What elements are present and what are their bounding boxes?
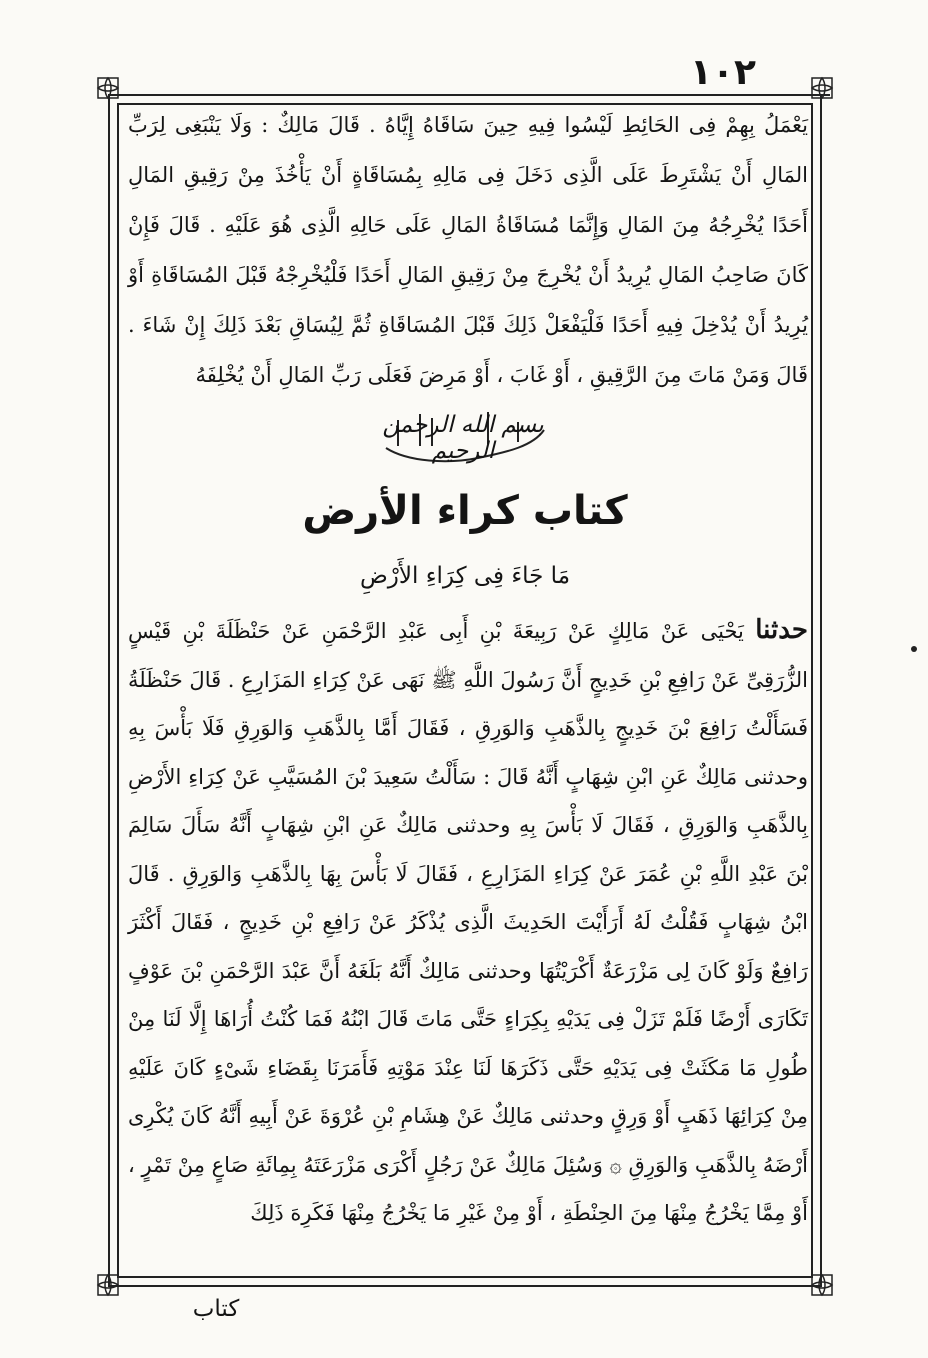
main-paragraph-text: يَحْيَى عَنْ مَالِكٍ عَنْ رَبِيعَةَ بْنِ أَبِى عَبْدِ الرَّحْمَنِ عَنْ حَنْظَلَةَ بْنِ قَيْسٍ الزُّرَقِىِّ عَنْ رَافِعِ بْنِ خَدِيجٍ أَنَّ رَسُولَ اللَّهِ ﷺ نَهَى عَنْ كِرَاءِ المَزَارِعِ . قَالَ حَنْظَلَةُ فَسَأَلْتُ رَافِعَ بْنَ خَدِيجٍ بِالذَّهَبِ وَالوَرِقِ ، فَقَالَ أَمَّا بِالذَّهَبِ وَالوَرِقِ فَلَا بَأْسَ بِهِ وحدثنى مَالِكٌ عَنِ ابْنِ شِهَابٍ أَنَّهُ قَالَ : سَأَلْتُ سَعِيدَ بْنَ المُسَيَّبِ عَنْ كِرَاءِ الأَرْضِ بِالذَّهَبِ وَالوَرِقِ ، فَقَالَ لَا بَأْسَ بِهِ وحدثنى مَالِكٌ عَنِ ابْنِ شِهَابٍ أَنَّهُ سَأَلَ سَالِمَ بْنَ عَبْدِ اللَّهِ بْنِ عُمَرَ عَنْ كِرَاءِ المَزَارِعِ ، فَقَالَ لَا بَأْسَ بِهَا بِالذَّهَبِ وَالوَرِقِ . قَالَ ابْنُ شِهَابٍ فَقُلْتُ لَهُ أَرَأَيْتَ الحَدِيثَ الَّذِى يُذْكَرُ عَنْ رَافِعِ بْنِ خَدِيجٍ ، فَقَالَ أَكْثَرَ رَافِعٌ وَلَوْ كَانَ لِى مَزْرَعَةٌ أَكْرَيْتُهَا وحدثنى مَالِكٌ أَنَّهُ بَلَغَهُ أَنَّ عَبْدَ الرَّحْمَنِ بْنَ عَوْفٍ تَكَارَى أَرْضًا فَلَمْ تَزَلْ فِى يَدَيْهِ بِكِرَاءٍ حَتَّى مَاتَ قَالَ ابْنُهُ فَمَا كُنْتُ أُرَاهَا إِلَّا لَنَا مِنْ طُولِ مَا مَكَثَتْ فِى يَدَيْهِ حَتَّى ذَكَرَهَا لَنَا عِنْدَ مَوْتِهِ فَأَمَرَنَا بِقَضَاءِ شَىْءٍ كَانَ عَلَيْهِ مِنْ كِرَائِهَا ذَهَبٍ أَوْ وَرِقٍ وحدثنى مَالِكٌ عَنْ هِشَامِ بْنِ عُرْوَةَ عَنْ أَبِيهِ أَنَّهُ كَانَ يُكْرِى أَرْضَهُ بِالذَّهَبِ وَالوَرِقِ ۞ وَسُئِلَ مَالِكٌ عَنْ رَجُلٍ أَكْرَى مَزْرَعَتَهُ بِمِائَةِ صَاعٍ مِنْ تَمْرٍ ، أَوْ مِمَّا يَخْرُجُ مِنْهَا مِنَ الحِنْطَةِ ، أَوْ مِنْ غَيْرِ مَا يَخْرُجُ مِنْهَا فَكَرِهَ ذَلِكَ <box>128 619 808 1225</box>
opening-paragraph: يَعْمَلُ بِهِمْ فِى الحَائِطِ لَيْسُوا فِيهِ حِينَ سَاقَاهُ إِيَّاهُ . قَالَ مَالِكٌ : وَلَا يَنْبَغِى لِرَبِّ المَالِ أَنْ يَشْتَرِطَ عَلَى الَّذِى دَخَلَ فِى مَالِهِ بِمُسَاقَاةٍ أَنْ يَأْخُذَ مِنْ رَقِيقِ المَالِ أَحَدًا يُخْرِجُهُ مِنَ المَالِ وَإِنَّمَا مُسَاقَاةُ المَالِ عَلَى حَالِهِ الَّذِى هُوَ عَلَيْهِ . قَالَ فَإِنْ كَانَ صَاحِبُ المَالِ يُرِيدُ أَنْ يُخْرِجَ مِنْ رَقِيقِ المَالِ أَحَدًا فَلْيُخْرِجْهُ قَبْلَ المُسَاقَاةِ أَوْ يُرِيدُ أَنْ يُدْخِلَ فِيهِ أَحَدًا فَلْيَفْعَلْ ذَلِكَ قَبْلَ المُسَاقَاةِ ثُمَّ لِيُسَاقِ بَعْدَ ذَلِكَ إِنْ شَاءَ . قَالَ وَمَنْ مَاتَ مِنَ الرَّقِيقِ ، أَوْ غَابَ ، أَوْ مَرِضَ فَعَلَى رَبِّ المَالِ أَنْ يُخْلِفَهُ <box>128 113 808 387</box>
page-number: ١٠٢ <box>690 52 756 93</box>
corner-ornament-icon <box>809 75 835 101</box>
ink-speck <box>911 646 917 652</box>
main-text-block <box>128 606 808 1238</box>
basmala-text: بسم الله الرحمن الرحيم <box>382 412 544 464</box>
corner-ornament-icon <box>95 1272 121 1298</box>
corner-ornament-icon <box>809 1272 835 1298</box>
catchword: كتاب <box>192 1296 240 1322</box>
chapter-title: مَا جَاءَ فِى كِرَاءِ الأَرْضِ <box>359 563 571 589</box>
opening-text-block <box>128 100 808 400</box>
main-paragraph <box>128 606 808 1238</box>
corner-ornament-icon <box>95 75 121 101</box>
basmala-calligraphy <box>368 400 558 470</box>
book-title: كتاب كراء الأرض <box>302 488 628 534</box>
lead-word: حدثنا <box>755 615 808 645</box>
